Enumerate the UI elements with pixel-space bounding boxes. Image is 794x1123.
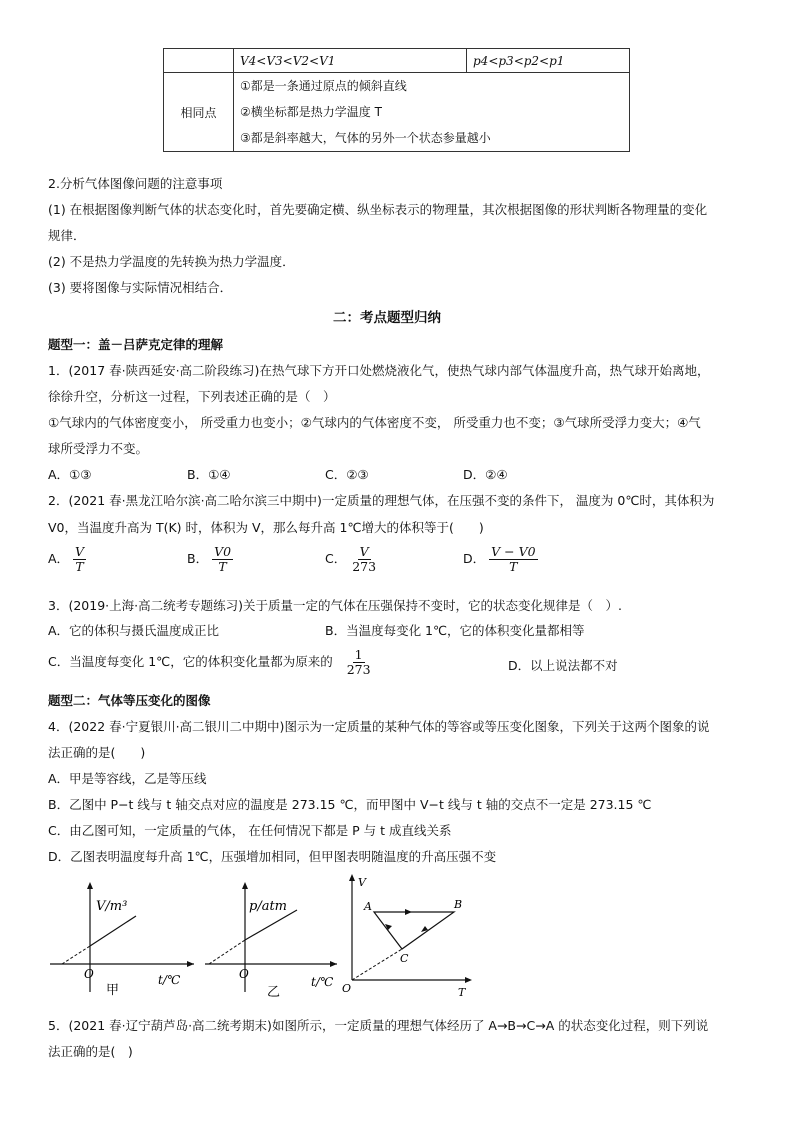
yi-p-arrow <box>242 882 248 889</box>
vt-origin: O <box>342 982 352 995</box>
q3-option-b[interactable]: B．当温度每变化 1℃，它的体积变化量都相等 <box>325 623 585 638</box>
q1-line1: 1．(2017 春·陕西延安·高二阶段练习)在热气球下方开口处燃烧液化气，使热气球内部气体温度升高，热气球开始离地， <box>48 363 710 378</box>
yi-extrapolation <box>209 940 245 964</box>
vt-point-b: B <box>454 898 463 911</box>
q3-option-c-text: C．当温度每变化 1℃，它的体积变化量都为原来的 <box>48 653 333 669</box>
jia-extrapolation <box>62 946 90 964</box>
q1-option-b[interactable]: B．①④ <box>187 467 231 482</box>
jia-line <box>90 916 136 946</box>
q1-option-d[interactable]: D．②④ <box>463 467 508 482</box>
vt-triangle <box>374 912 454 949</box>
notes-title: 2.分析气体图像问题的注意事项 <box>48 176 223 191</box>
q4-line1: 4．(2022 春·宁夏银川·高二银川二中期中)图示为一定质量的某种气体的等容或等压变化图象，下列关于这两个图象的说 <box>48 719 710 734</box>
q4-option-b[interactable]: B．乙图中 P−t 线与 t 轴交点对应的温度是 273.15 ℃，而甲图中 V−t 线与 t 轴的交点不一定是 273.15 ℃ <box>48 797 652 812</box>
figure-vt <box>338 868 478 1003</box>
q3-option-d[interactable]: D．以上说法都不对 <box>508 658 618 673</box>
same-points-cell <box>234 73 630 152</box>
yi-ylabel: p/atm <box>249 899 288 914</box>
type2-heading: 题型二：气体等压变化的图像 <box>48 693 211 708</box>
notes-p1a: (1) 在根据图像判断气体的状态变化时，首先要确定横、纵坐标表示的物理量，其次根据图像的形状判断各物理量的变化 <box>48 202 708 217</box>
q4-option-c[interactable]: C．由乙图可知，一定质量的气体， 在任何情况下都是 P 与 t 成直线关系 <box>48 823 452 838</box>
type1-heading: 题型一：盖－吕萨克定律的理解 <box>48 337 224 352</box>
q1-option-c[interactable]: C．②③ <box>325 467 369 482</box>
q3-line1: 3．(2019·上海·高二统考专题练习)关于质量一定的气体在压强保持不变时，它的状态变化规律是（ ）. <box>48 598 622 613</box>
q1-option-a[interactable]: A．①③ <box>48 467 92 482</box>
jia-t-arrow <box>187 961 194 967</box>
jia-xlabel: t/℃ <box>158 973 181 987</box>
q4-line2: 法正确的是( ) <box>48 745 146 760</box>
comparison-table <box>163 48 630 152</box>
vt-xlabel: T <box>458 986 466 999</box>
jia-ylabel: V/m³ <box>96 899 128 914</box>
figure-jia <box>48 872 198 1002</box>
q2-line1: 2．(2021 春·黑龙江哈尔滨·高二哈尔滨三中期中)一定质量的理想气体，在压强不变的条件下， 温度为 0℃时，其体积为 <box>48 493 715 508</box>
yi-t-arrow <box>330 961 337 967</box>
volume-order-cell: V4<V3<V2<V1 <box>234 49 467 73</box>
table-row1-label <box>164 49 234 73</box>
jia-caption: 甲 <box>106 983 120 998</box>
q2-option-c[interactable] <box>325 545 378 574</box>
yi-caption: 乙 <box>267 985 281 1000</box>
q3-option-a[interactable]: A．它的体积与摄氏温度成正比 <box>48 623 220 638</box>
q2-option-d[interactable] <box>463 545 538 574</box>
q2-option-d-fraction: $\frac{V - V0}{T}$ <box>491 544 536 574</box>
q1-line2: 徐徐升空，分析这一过程，下列表述正确的是（ ） <box>48 389 336 404</box>
figure-yi <box>203 872 343 1002</box>
pressure-order-cell: p4<p3<p2<p1 <box>467 49 630 73</box>
notes-p3: (3) 要将图像与实际情况相结合． <box>48 280 233 295</box>
notes-p1b: 规律． <box>48 228 86 243</box>
q5-line1: 5．(2021 春·辽宁葫芦岛·高二统考期末)如图所示，一定质量的理想气体经历了 A→B→C→A 的状态变化过程，则下列说 <box>48 1018 709 1033</box>
q3-option-c-fraction: $\frac{1}{273}$ <box>346 647 371 677</box>
vt-ylabel: V <box>358 876 366 889</box>
q2-option-b-fraction: $\frac{V0}{T}$ <box>214 544 232 574</box>
same-point-2: ②横坐标都是热力学温度 T <box>240 105 382 119</box>
section-title: 二：考点题型归纳 <box>333 310 441 326</box>
same-point-1: ①都是一条通过原点的倾斜直线 <box>240 79 407 93</box>
q2-option-d-label: D． <box>463 550 486 566</box>
q2-option-c-fraction: $\frac{V}{273}$ <box>352 544 377 574</box>
vt-t-arrow <box>465 977 472 983</box>
same-points-label: 相同点 <box>164 73 234 152</box>
q2-option-c-label: C． <box>325 550 347 566</box>
q2-line2: V0，当温度升高为 T(K) 时，体积为 V，那么每升高 1℃增大的体积等于( ) <box>48 520 484 535</box>
yi-origin: O <box>239 967 249 981</box>
notes-p2: (2) 不是热力学温度的先转换为热力学温度． <box>48 254 295 269</box>
yi-line <box>245 910 297 940</box>
q2-option-a-fraction: $\frac{V}{T}$ <box>75 544 85 574</box>
q2-option-a[interactable] <box>48 545 86 574</box>
q4-option-d[interactable]: D．乙图表明温度每升高 1℃，压强增加相同，但甲图表明随温度的升高压强不变 <box>48 849 497 864</box>
q1-line4: 球所受浮力不变。 <box>48 441 149 456</box>
q2-option-b[interactable] <box>187 545 233 574</box>
same-point-3: ③都是斜率越大，气体的另外一个状态参量越小 <box>240 131 491 145</box>
q2-option-a-label: A． <box>48 550 70 566</box>
q4-option-a[interactable]: A．甲是等容线，乙是等压线 <box>48 771 207 786</box>
vt-point-a: A <box>364 900 372 913</box>
q1-line3: ①气球内的气体密度变小， 所受重力也变小；②气球内的气体密度不变， 所受重力也不变；③气球所受浮力变大；④气 <box>48 415 701 430</box>
vt-arrow-ab <box>405 909 412 915</box>
jia-origin: O <box>84 967 94 981</box>
yi-xlabel: t/℃ <box>311 975 334 989</box>
vt-point-c: C <box>400 952 409 965</box>
q2-option-b-label: B． <box>187 550 209 566</box>
jia-v-arrow <box>87 882 93 889</box>
vt-v-arrow <box>349 874 355 881</box>
q5-line2: 法正确的是( ) <box>48 1044 133 1059</box>
vt-dashed-line <box>352 949 402 980</box>
q3-option-c[interactable] <box>48 648 373 677</box>
